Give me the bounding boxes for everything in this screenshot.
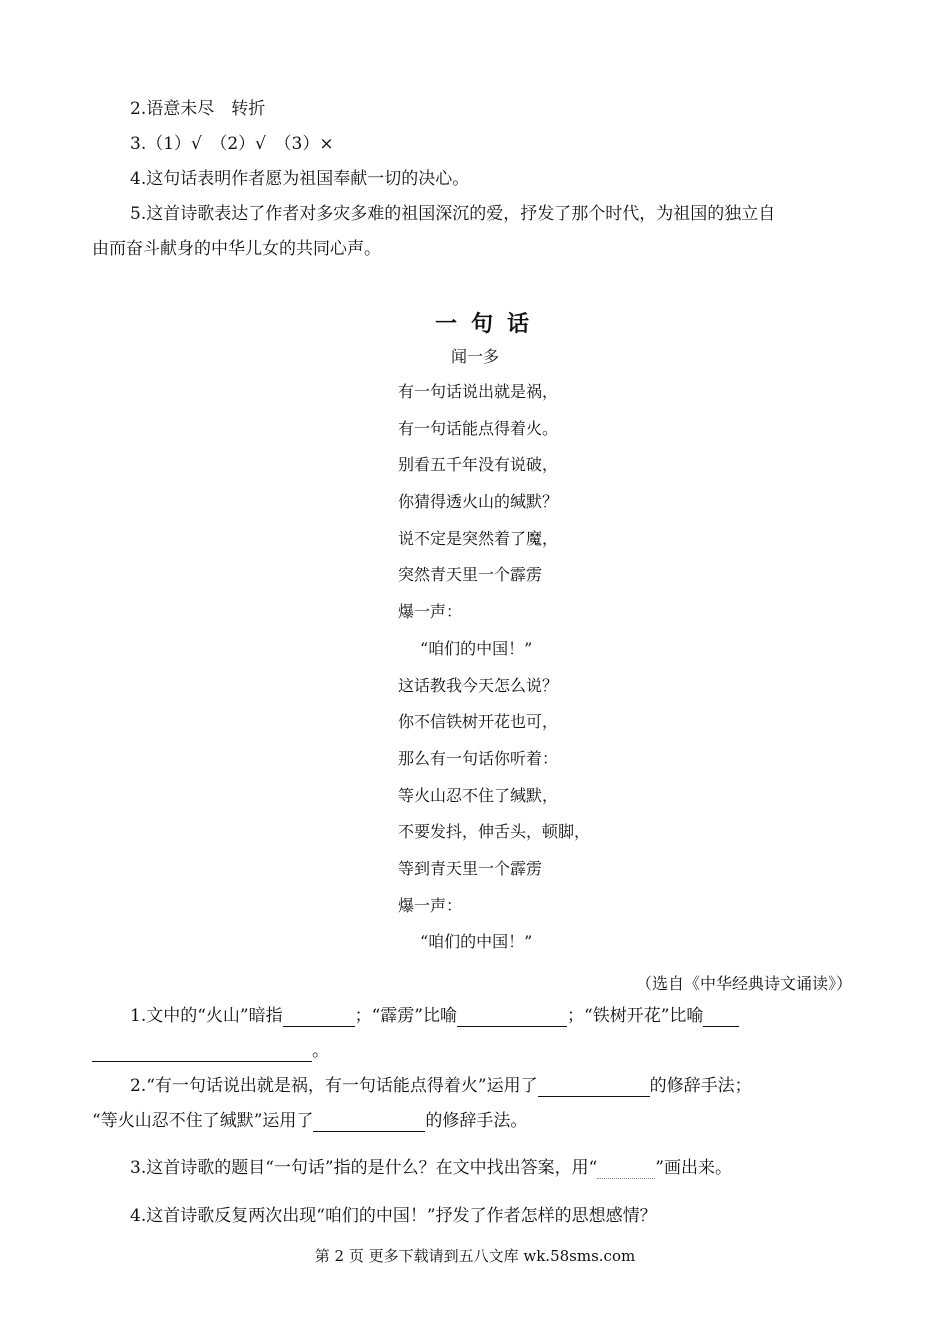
page-footer: 第 2 页 更多下载请到五八文库 wk.58sms.com xyxy=(314,1247,636,1265)
poem-line: 你不信铁树开花也可， xyxy=(398,712,559,732)
poem-line: 有一句话能点得着火。 xyxy=(398,418,559,438)
question-1-text-a: 1.文中的“火山”暗指 xyxy=(130,1006,283,1026)
poem-line: 这话教我今天怎么说？ xyxy=(398,675,559,695)
poem-line: 不要发抖，伸舌头，顿脚， xyxy=(398,822,591,842)
question-2 xyxy=(130,1075,752,1097)
poem-line: 等火山忍不住了缄默， xyxy=(398,785,559,805)
poem-body xyxy=(398,378,590,965)
answer-3: 3.（1）√ （2）√ （3）× xyxy=(130,134,334,154)
answer-blank[interactable] xyxy=(538,1078,650,1097)
question-1-text-b: ；“霹雳”比喻 xyxy=(354,1006,457,1026)
poem-source: （选自《中华经典诗文诵读》） xyxy=(635,974,852,993)
answer-5-line1: 5.这首诗歌表达了作者对多灾多难的祖国深沉的爱，抒发了那个时代，为祖国的独立自 xyxy=(130,204,776,224)
poem-line: 等到青天里一个霹雳 xyxy=(398,858,543,878)
poem-line: 说不定是突然着了魔， xyxy=(398,528,559,548)
poem-author: 闻一多 xyxy=(450,347,499,366)
question-4: 4.这首诗歌反复两次出现“咱们的中国！”抒发了作者怎样的思想感情？ xyxy=(130,1206,657,1226)
question-1-end: 。 xyxy=(312,1041,329,1061)
question-1-cont xyxy=(92,1040,329,1062)
answer-4: 4.这句话表明作者愿为祖国奉献一切的决心。 xyxy=(130,169,470,189)
answer-blank[interactable] xyxy=(283,1008,355,1027)
poem-line: 别看五千年没有说破， xyxy=(398,455,559,475)
poem-line: “咱们的中国！” xyxy=(420,932,533,952)
answer-blank[interactable] xyxy=(703,1008,739,1027)
answer-blank[interactable] xyxy=(92,1043,312,1062)
answer-2: 2.语意未尽 转折 xyxy=(130,99,266,119)
answer-blank[interactable] xyxy=(457,1008,567,1027)
question-2-text-a: 2.“有一句话说出就是祸，有一句话能点得着火”运用了 xyxy=(130,1076,538,1096)
question-2-text-b: 的修辞手法； xyxy=(649,1076,752,1096)
poem-title: 一句话 xyxy=(434,311,543,337)
poem-line: 突然青天里一个霹雳 xyxy=(398,565,543,585)
poem-line: 爆一声： xyxy=(398,895,463,915)
question-1 xyxy=(130,1005,739,1027)
poem-line: “咱们的中国！” xyxy=(420,638,533,658)
poem-line: 你猜得透火山的缄默？ xyxy=(398,492,559,512)
poem-line: 爆一声： xyxy=(398,602,463,622)
poem-line: 那么有一句话你听着： xyxy=(398,748,559,768)
question-3 xyxy=(130,1157,732,1179)
question-2-text-d: 的修辞手法。 xyxy=(425,1111,528,1131)
question-2-text-c: “等火山忍不住了缄默”运用了 xyxy=(92,1111,314,1131)
question-3-text-a: 3.这首诗歌的题目“一句话”指的是什么？在文中找出答案，用“ xyxy=(130,1158,598,1178)
question-1-text-c: ；“铁树开花”比喻 xyxy=(567,1006,704,1026)
answer-5-line2: 由而奋斗献身的中华儿女的共同心声。 xyxy=(92,239,381,259)
question-2-cont xyxy=(92,1110,527,1132)
poem-line: 有一句话说出就是祸， xyxy=(398,382,559,401)
wavy-underline-icon xyxy=(597,1164,655,1179)
answer-blank[interactable] xyxy=(313,1113,425,1132)
question-3-text-b: ”画出来。 xyxy=(655,1158,732,1178)
